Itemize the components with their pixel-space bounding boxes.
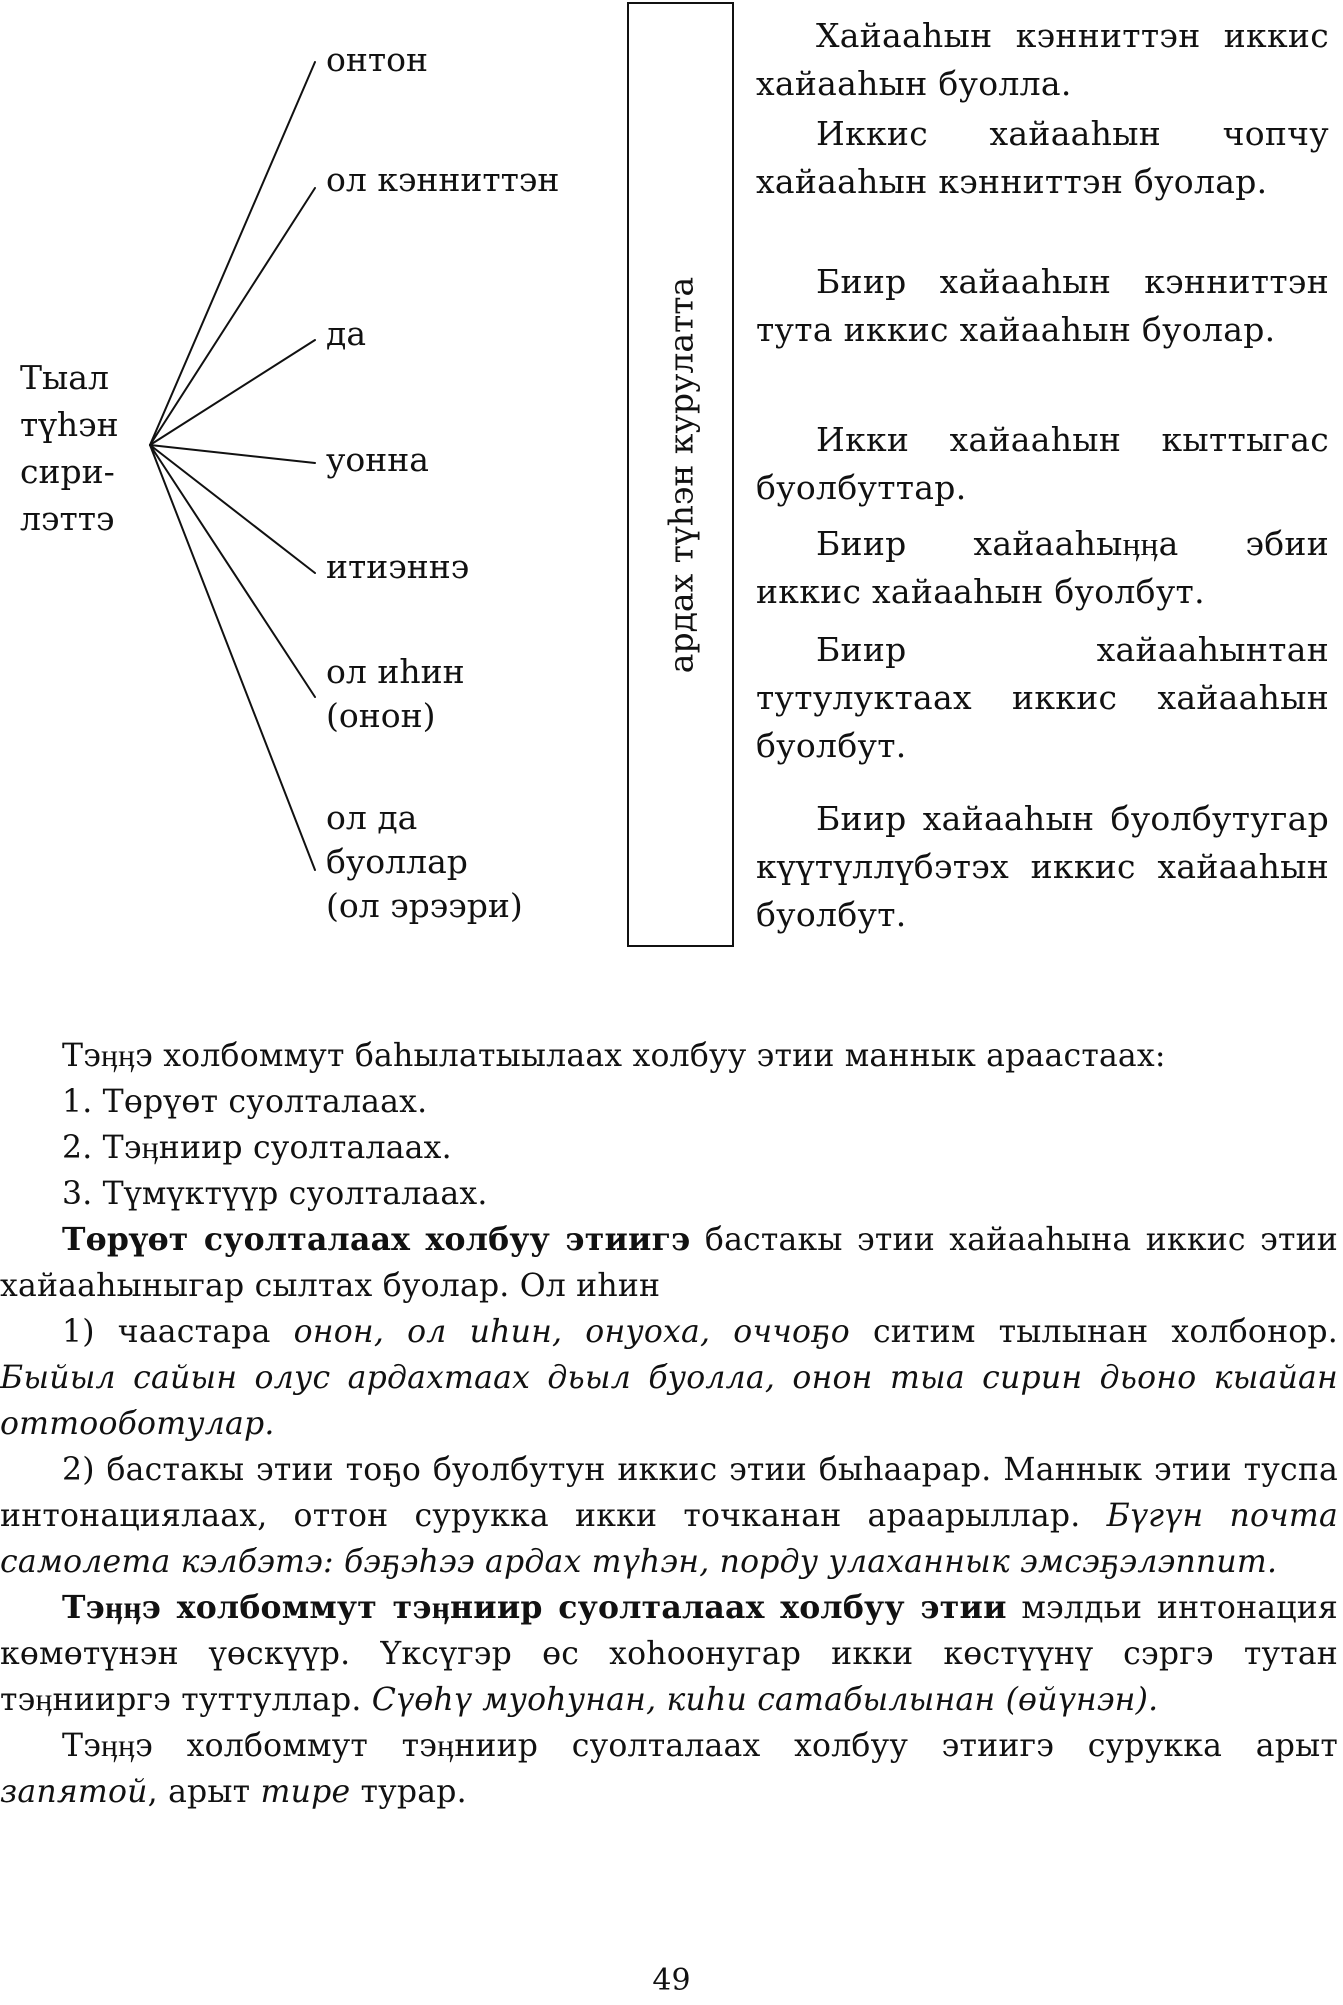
right-explanation-1: Хайааһын кэнниттэн иккис хайааһын буолла. — [756, 16, 1329, 103]
right-explanation-4: Икки хайааһын кыттыгас буолбуттар. — [756, 420, 1329, 507]
right-explanation-2: Иккис хайааһын чопчу хайааһын кэнниттэн буолар. — [756, 114, 1329, 201]
example-sentence-3: Сүөһү муоһунан, киһи сатабылынан (өйүнэн). — [371, 1682, 1159, 1718]
intro-paragraph: Тэӊӊэ холбоммут баһылатыылаах холбуу этии маннык араастаах: — [62, 1038, 1166, 1074]
diagram-branch-3: да — [326, 314, 366, 353]
right-explanation-7: Биир хайааһын буолбутугар күүтүллүбэтэх иккис хайааһын буолбут. — [756, 799, 1329, 934]
list-item-1: 1. Төрүөт суолталаах. — [62, 1084, 428, 1120]
term-comma: запятой — [0, 1774, 148, 1810]
term-causal: Төрүөт суолталаах холбуу этиигэ — [62, 1221, 691, 1258]
term-dash: тире — [260, 1774, 351, 1810]
paragraph-point-2: 2) бастакы этии тоҕо буолбутун иккис этии быһаарар. Маннык этии туспа интонациялаах, оттон сурукка икки точканан араарыллар. Бүгүн почта самолета кэлбэтэ: бэҕэһээ ардах түһэн, порду улаханнык эмсэҕэлэппит. — [0, 1452, 1338, 1580]
right-explanation-3: Биир хайааһын кэнниттэн тута иккис хайааһын буолар. — [756, 262, 1329, 349]
paragraph-punctuation: Тэӊӊэ холбоммут тэӊниир суолталаах холбуу этиигэ сурукка арыт запятой, арыт тире турар. — [0, 1728, 1338, 1810]
paragraph-comparative: Тэӊӊэ холбоммут тэӊниир суолталаах холбуу этии мэлдьи интонация көмөтүнэн үөскүүр. Үксүгэр өс хоһоонугар икки көстүүнү сэргэ тутан тэӊнииргэ туттуллар. Сүөһү муоһунан, киһи сатабылынан (өйүнэн). — [0, 1589, 1338, 1718]
diagram-branch-2: ол кэнниттэн — [326, 160, 560, 199]
right-explanation-5: Биир хайааһыӊӊа эбии иккис хайааһын буолбут. — [756, 524, 1329, 611]
body-text — [0, 1033, 1338, 1815]
paragraph-point-1: 1) чаастара онон, ол иһин, онуоха, оччоҕо ситим тылынан холбонор. Быйыл сайын олус ардахтаах дьыл буолла, онон тыа сирин дьоно кыайан оттооботулар. — [0, 1314, 1339, 1442]
example-sentence-2: Бүгүн почта самолета кэлбэтэ: бэҕэһээ ардах түһэн, порду улаханнык эмсэҕэлэппит. — [0, 1498, 1338, 1580]
term-comparative: Тэӊӊэ холбоммут тэӊниир суолталаах холбуу этии — [62, 1589, 1007, 1626]
connector-line-3 — [150, 340, 315, 445]
paragraph-causal: Төрүөт суолталаах холбуу этиигэ бастакы этии хайааһына иккис этии хайааһыныгар сылтах буолар. Ол иһин — [0, 1221, 1338, 1304]
vertical-example-text: ардах түһэн курулатта — [661, 276, 700, 673]
connector-line-1 — [150, 62, 315, 445]
list-item-3: 3. Түмүктүүр суолталаах. — [62, 1176, 488, 1212]
diagram-branch-1: онтон — [326, 40, 428, 79]
list-item-2: 2. Тэӊниир суолталаах. — [62, 1130, 452, 1166]
conjunction-list: онон, ол иһин, онуоха, оччоҕо — [293, 1314, 850, 1350]
connector-line-4 — [150, 445, 315, 463]
connector-line-2 — [150, 188, 315, 445]
diagram-branch-4: уонна — [326, 440, 429, 479]
page-number: 49 — [652, 1963, 691, 1998]
vertical-example-box — [627, 2, 734, 947]
diagram-branch-7: ол да буоллар (ол эрээри) — [326, 798, 523, 925]
diagram-branch-5: итиэннэ — [326, 547, 470, 586]
example-sentence-1: Быйыл сайын олус ардахтаах дьыл буолла, онон тыа сирин дьоно кыайан оттооботулар. — [0, 1360, 1338, 1442]
diagram-branch-6: ол иһин (онон) — [326, 652, 465, 735]
diagram-root-label: Тыал түһэн сири- лэттэ — [20, 358, 119, 538]
right-explanation-6: Биир хайааһынтан тутулуктаах иккис хайааһын буолбут. — [756, 630, 1329, 765]
